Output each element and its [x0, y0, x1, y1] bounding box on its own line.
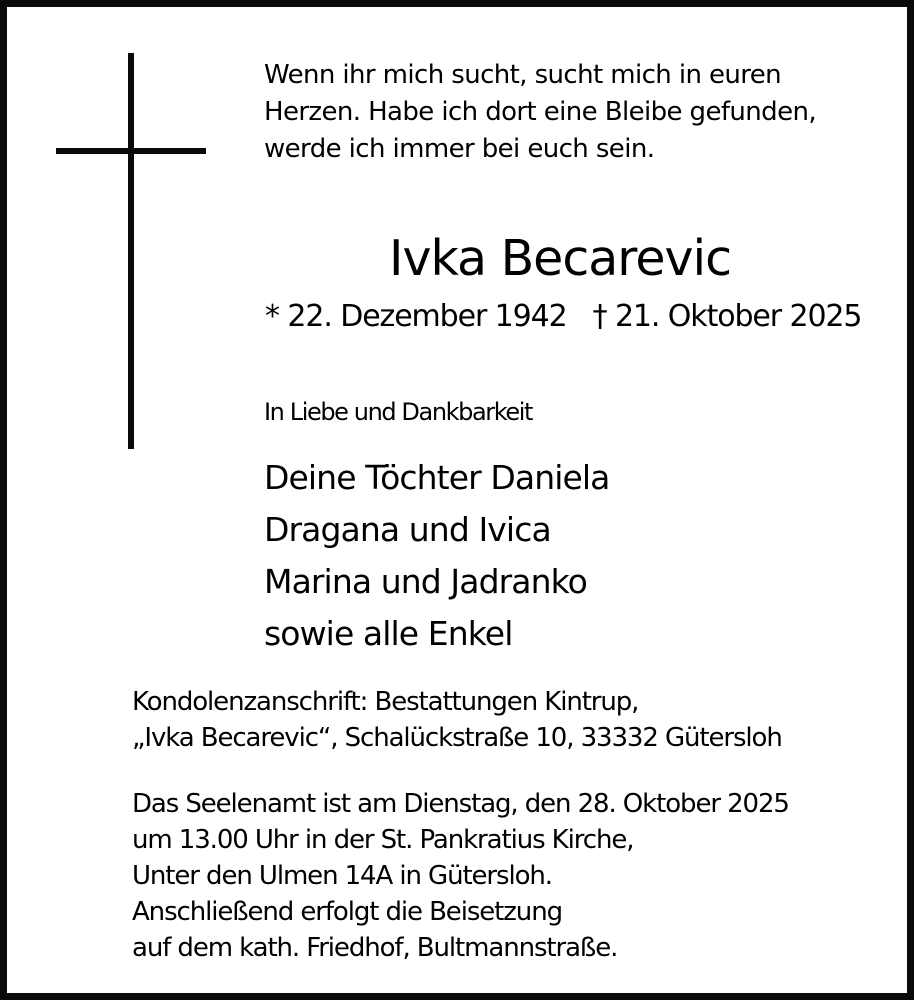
poem-line: werde ich immer bei euch sein. [264, 134, 655, 164]
service-line: Das Seelenamt ist am Dienstag, den 28. Oktober 2025 [132, 789, 789, 819]
mourner-line: sowie alle Enkel [264, 614, 513, 653]
death-dagger-icon: † [592, 299, 607, 334]
mourner-line: Dragana und Ivica [264, 510, 551, 549]
mourner-line: Deine Töchter Daniela [264, 458, 610, 497]
poem-line: Wenn ihr mich sucht, sucht mich in euren [264, 60, 782, 90]
poem-line: Herzen. Habe ich dort eine Bleibe gefunden, [264, 97, 817, 127]
service-line: Anschließend erfolgt die Beisetzung [132, 897, 562, 927]
birth-date: 22. Dezember 1942 [287, 299, 567, 334]
service-line: um 13.00 Uhr in der St. Pankratius Kirche, [132, 825, 634, 855]
life-dates [265, 297, 861, 337]
dedication: In Liebe und Dankbarkeit [264, 398, 533, 426]
condolence-address [132, 684, 782, 756]
service-line: auf dem kath. Friedhof, Bultmannstraße. [132, 933, 618, 963]
service-line: Unter den Ulmen 14A in Gütersloh. [132, 861, 552, 891]
service-information [132, 786, 789, 966]
address-line: „Ivka Becarevic“, Schalückstraße 10, 33332 Gütersloh [132, 723, 782, 753]
cross-icon-horizontal-bar [56, 148, 206, 154]
cross-icon-vertical-bar [128, 53, 134, 449]
poem-verse [264, 57, 816, 168]
death-date: 21. Oktober 2025 [614, 299, 862, 334]
deceased-name: Ivka Becarevic [389, 230, 732, 287]
address-line: Kondolenzanschrift: Bestattungen Kintrup, [132, 687, 639, 717]
mourners-list [264, 452, 610, 660]
mourner-line: Marina und Jadranko [264, 562, 587, 601]
birth-symbol: * [265, 299, 279, 334]
